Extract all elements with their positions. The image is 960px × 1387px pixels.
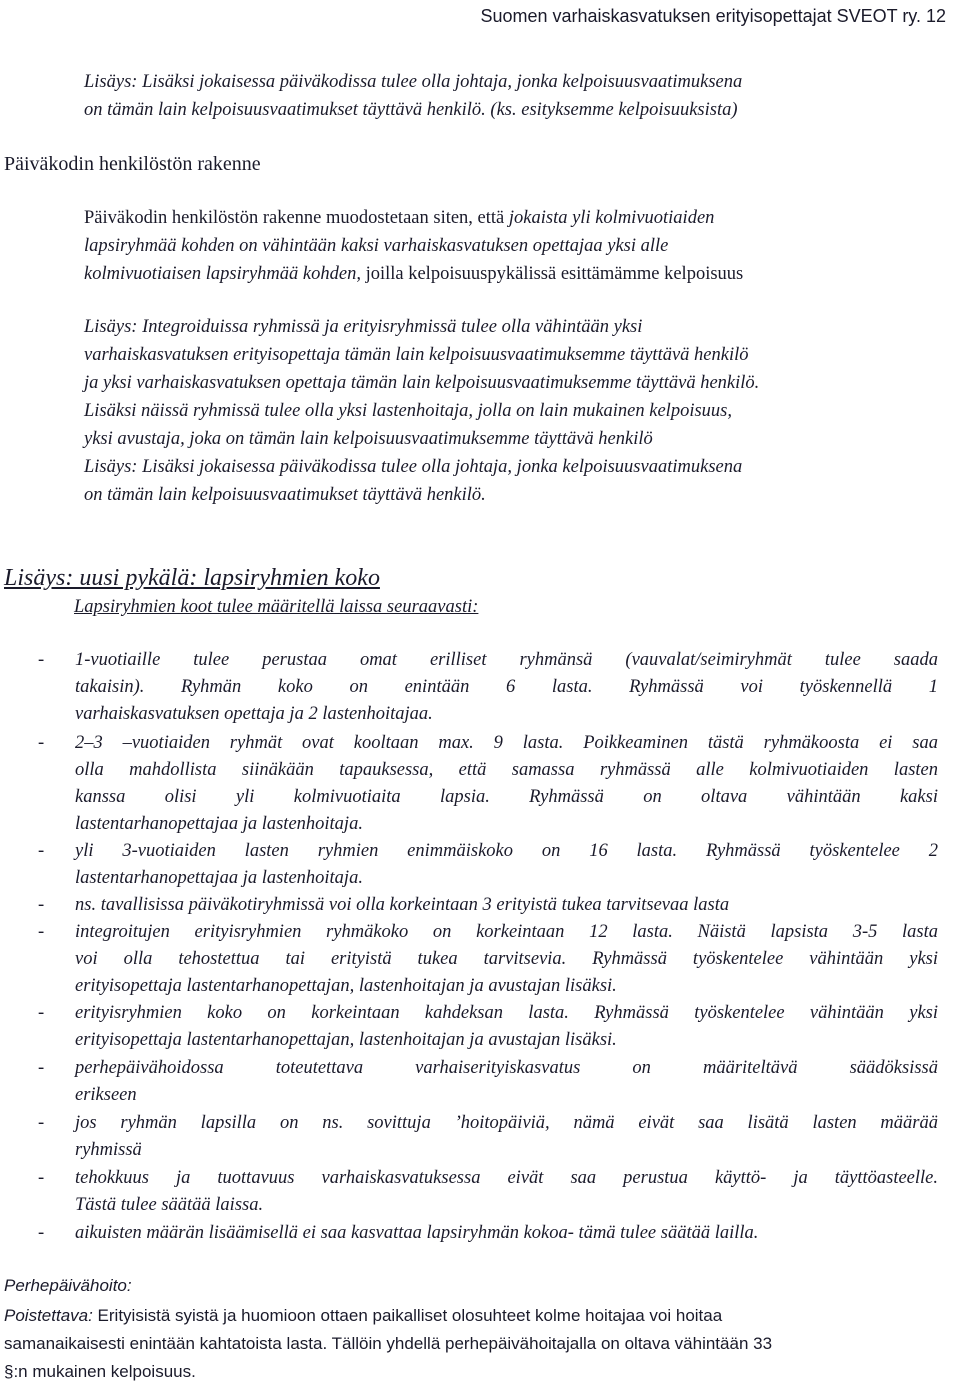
list-item-line: yli 3-vuotiaiden lasten ryhmien enimmäiskoko on 16 lasta. Ryhmässä työskentelee 2 xyxy=(75,841,938,861)
list-item-line: jos ryhmän lapsilla on ns. sovittuja ’hoitopäiviä, nämä eivät saa lisätä lasten määrää xyxy=(75,1113,938,1133)
list-item-line: erityisopettaja lastentarhanopettajan, lastenhoitajan ja avustajan lisäksi. xyxy=(75,1030,617,1050)
list-dash: - xyxy=(38,1058,45,1078)
addition-line: Lisäksi näissä ryhmissä tulee olla yksi lastenhoitaja, jolla on lain mukainen kelpoisuus, xyxy=(84,401,732,421)
list-item-line: Tästä tulee säätää laissa. xyxy=(75,1195,264,1215)
list-item-line: perhepäivähoidossa toteutettava varhaiserityiskasvatus on määriteltävä säädöksissä xyxy=(75,1058,938,1078)
addition-line: ja yksi varhaiskasvatuksen opettaja tämän lain kelpoisuusvaatimuksemme täyttävä henkilö. xyxy=(84,373,760,393)
list-item xyxy=(38,892,938,919)
list-dash: - xyxy=(38,1223,45,1243)
addition-line: Lisäys: Integroiduissa ryhmissä ja erityisryhmissä tulee olla vähintään yksi xyxy=(84,317,643,337)
list-item xyxy=(38,1055,938,1109)
list-item-line: tehokkuus ja tuottavuus varhaiskasvatuksessa eivät saa perustua käyttö- ja täyttöasteelle. xyxy=(75,1168,938,1188)
list-item xyxy=(38,1220,938,1247)
list-dash: - xyxy=(38,895,45,915)
list-item-line: lastentarhanopettajaa ja lastenhoitaja. xyxy=(75,868,363,888)
list-item xyxy=(38,647,938,728)
list-item-line: erikseen xyxy=(75,1085,137,1105)
list-item xyxy=(38,838,938,892)
list-item-line: integroitujen erityisryhmien ryhmäkoko on korkeintaan 12 lasta. Näistä lapsista 3-5 lasta xyxy=(75,922,938,942)
list-dash: - xyxy=(38,733,45,753)
removal-text: Erityisistä syistä ja huomioon ottaen paikalliset olosuhteet kolme hoitajaa voi hoitaa xyxy=(92,1306,723,1325)
list-item-line: 1-vuotiaille tulee perustaa omat erilliset ryhmänsä (vauvalat/seimiryhmät tulee saada xyxy=(75,650,938,670)
intro-line-2: on tämän lain kelpoisuusvaatimukset täyttävä henkilö. (ks. esityksemme kelpoisuuksista) xyxy=(84,100,738,120)
list-item xyxy=(38,1165,938,1219)
list-item xyxy=(38,1110,938,1164)
removal-line-2: samanaikaisesti enintään kahtatoista lasta. Tällöin yhdellä perhepäivähoitajalla on oltava vähintään 33 xyxy=(4,1334,773,1353)
family-daycare-removal xyxy=(4,1302,772,1386)
list-item-line: lastentarhanopettajaa ja lastenhoitaja. xyxy=(75,814,363,834)
list-item-line: takaisin). Ryhmän koko on enintään 6 lasta. Ryhmässä voi työskennellä 1 xyxy=(75,677,938,697)
group-size-subheading: Lapsiryhmien koot tulee määritellä laissa seuraavasti: xyxy=(74,597,479,617)
section-heading-staff-structure: Päiväkodin henkilöstön rakenne xyxy=(4,153,261,175)
integrated-groups-addition xyxy=(84,313,759,509)
list-dash: - xyxy=(38,1168,45,1188)
paragraph-text: Päiväkodin henkilöstön rakenne muodostetaan siten, että xyxy=(84,208,509,228)
list-item-line: ns. tavallisissa päiväkotiryhmissä voi olla korkeintaan 3 erityistä tukea tarvitsevaa lasta xyxy=(75,895,730,915)
list-item-line: aikuisten määrän lisäämisellä ei saa kasvattaa lapsiryhmän kokoa- tämä tulee säätää lailla. xyxy=(75,1223,759,1243)
paragraph-text: joilla kelpoisuuspykälissä esittämämme kelpoisuus xyxy=(360,264,744,284)
paragraph-line-3 xyxy=(84,260,743,288)
list-item-line: erityisryhmien koko on korkeintaan kahdeksan lasta. Ryhmässä työskentelee vähintään yksi xyxy=(75,1003,938,1023)
list-item xyxy=(38,919,938,1000)
list-item-line: kanssa olisi yli kolmivuotiaita lapsia. Ryhmässä on oltava vähintään kaksi xyxy=(75,787,938,807)
section-heading-group-size: Lisäys: uusi pykälä: lapsiryhmien koko xyxy=(4,565,380,591)
list-dash: - xyxy=(38,841,45,861)
list-item xyxy=(38,1000,938,1054)
addition-line: varhaiskasvatuksen erityisopettaja tämän lain kelpoisuusvaatimuksemme täyttävä henkilö xyxy=(84,345,749,365)
paragraph-emphasis: jokaista yli kolmivuotiaiden xyxy=(508,208,715,228)
list-dash: - xyxy=(38,922,45,942)
page-header: Suomen varhaiskasvatuksen erityisopettajat SVEOT ry. 12 xyxy=(480,6,946,26)
intro-line-1: Lisäys: Lisäksi jokaisessa päiväkodissa tulee olla johtaja, jonka kelpoisuusvaatimuksena xyxy=(84,72,743,92)
section-heading-family-daycare: Perhepäivähoito: xyxy=(4,1276,132,1295)
paragraph-line-2: lapsiryhmää kohden on vähintään kaksi varhaiskasvatuksen opettajaa yksi alle xyxy=(84,236,669,256)
intro-addition xyxy=(84,68,742,124)
list-item-line: varhaiskasvatuksen opettaja ja 2 lastenhoitajaa. xyxy=(75,704,433,724)
list-item-line: ryhmissä xyxy=(75,1140,142,1160)
addition-line: yksi avustaja, joka on tämän lain kelpoisuusvaatimuksemme täyttävä henkilö xyxy=(84,429,653,449)
addition-line: on tämän lain kelpoisuusvaatimukset täyttävä henkilö. xyxy=(84,485,486,505)
list-dash: - xyxy=(38,1113,45,1133)
addition-line: Lisäys: Lisäksi jokaisessa päiväkodissa tulee olla johtaja, jonka kelpoisuusvaatimuksena xyxy=(84,457,743,477)
list-item xyxy=(38,730,938,838)
list-dash: - xyxy=(38,650,45,670)
list-dash: - xyxy=(38,1003,45,1023)
list-item-line: olla mahdollista siinäkään tapauksessa, että samassa ryhmässä alle kolmivuotiaiden lasten xyxy=(75,760,938,780)
staff-structure-paragraph xyxy=(84,204,743,288)
removal-line-1 xyxy=(4,1302,772,1330)
list-item-line: erityisopettaja lastentarhanopettajan, lastenhoitajan ja avustajan lisäksi. xyxy=(75,976,617,996)
list-item-line: 2–3 –vuotiaiden ryhmät ovat kooltaan max. 9 lasta. Poikkeaminen tästä ryhmäkoosta ei saa xyxy=(75,733,938,753)
removal-line-3: §:n mukainen kelpoisuus. xyxy=(4,1362,196,1381)
list-item-line: voi olla tehostettua tai erityistä tukea tarvitsevia. Ryhmässä työskentelee vähintään yksi xyxy=(75,949,938,969)
paragraph-line-1 xyxy=(84,204,743,232)
removal-label: Poistettava: xyxy=(4,1306,93,1325)
paragraph-emphasis: kolmivuotiaisen lapsiryhmää kohden, xyxy=(84,264,361,284)
